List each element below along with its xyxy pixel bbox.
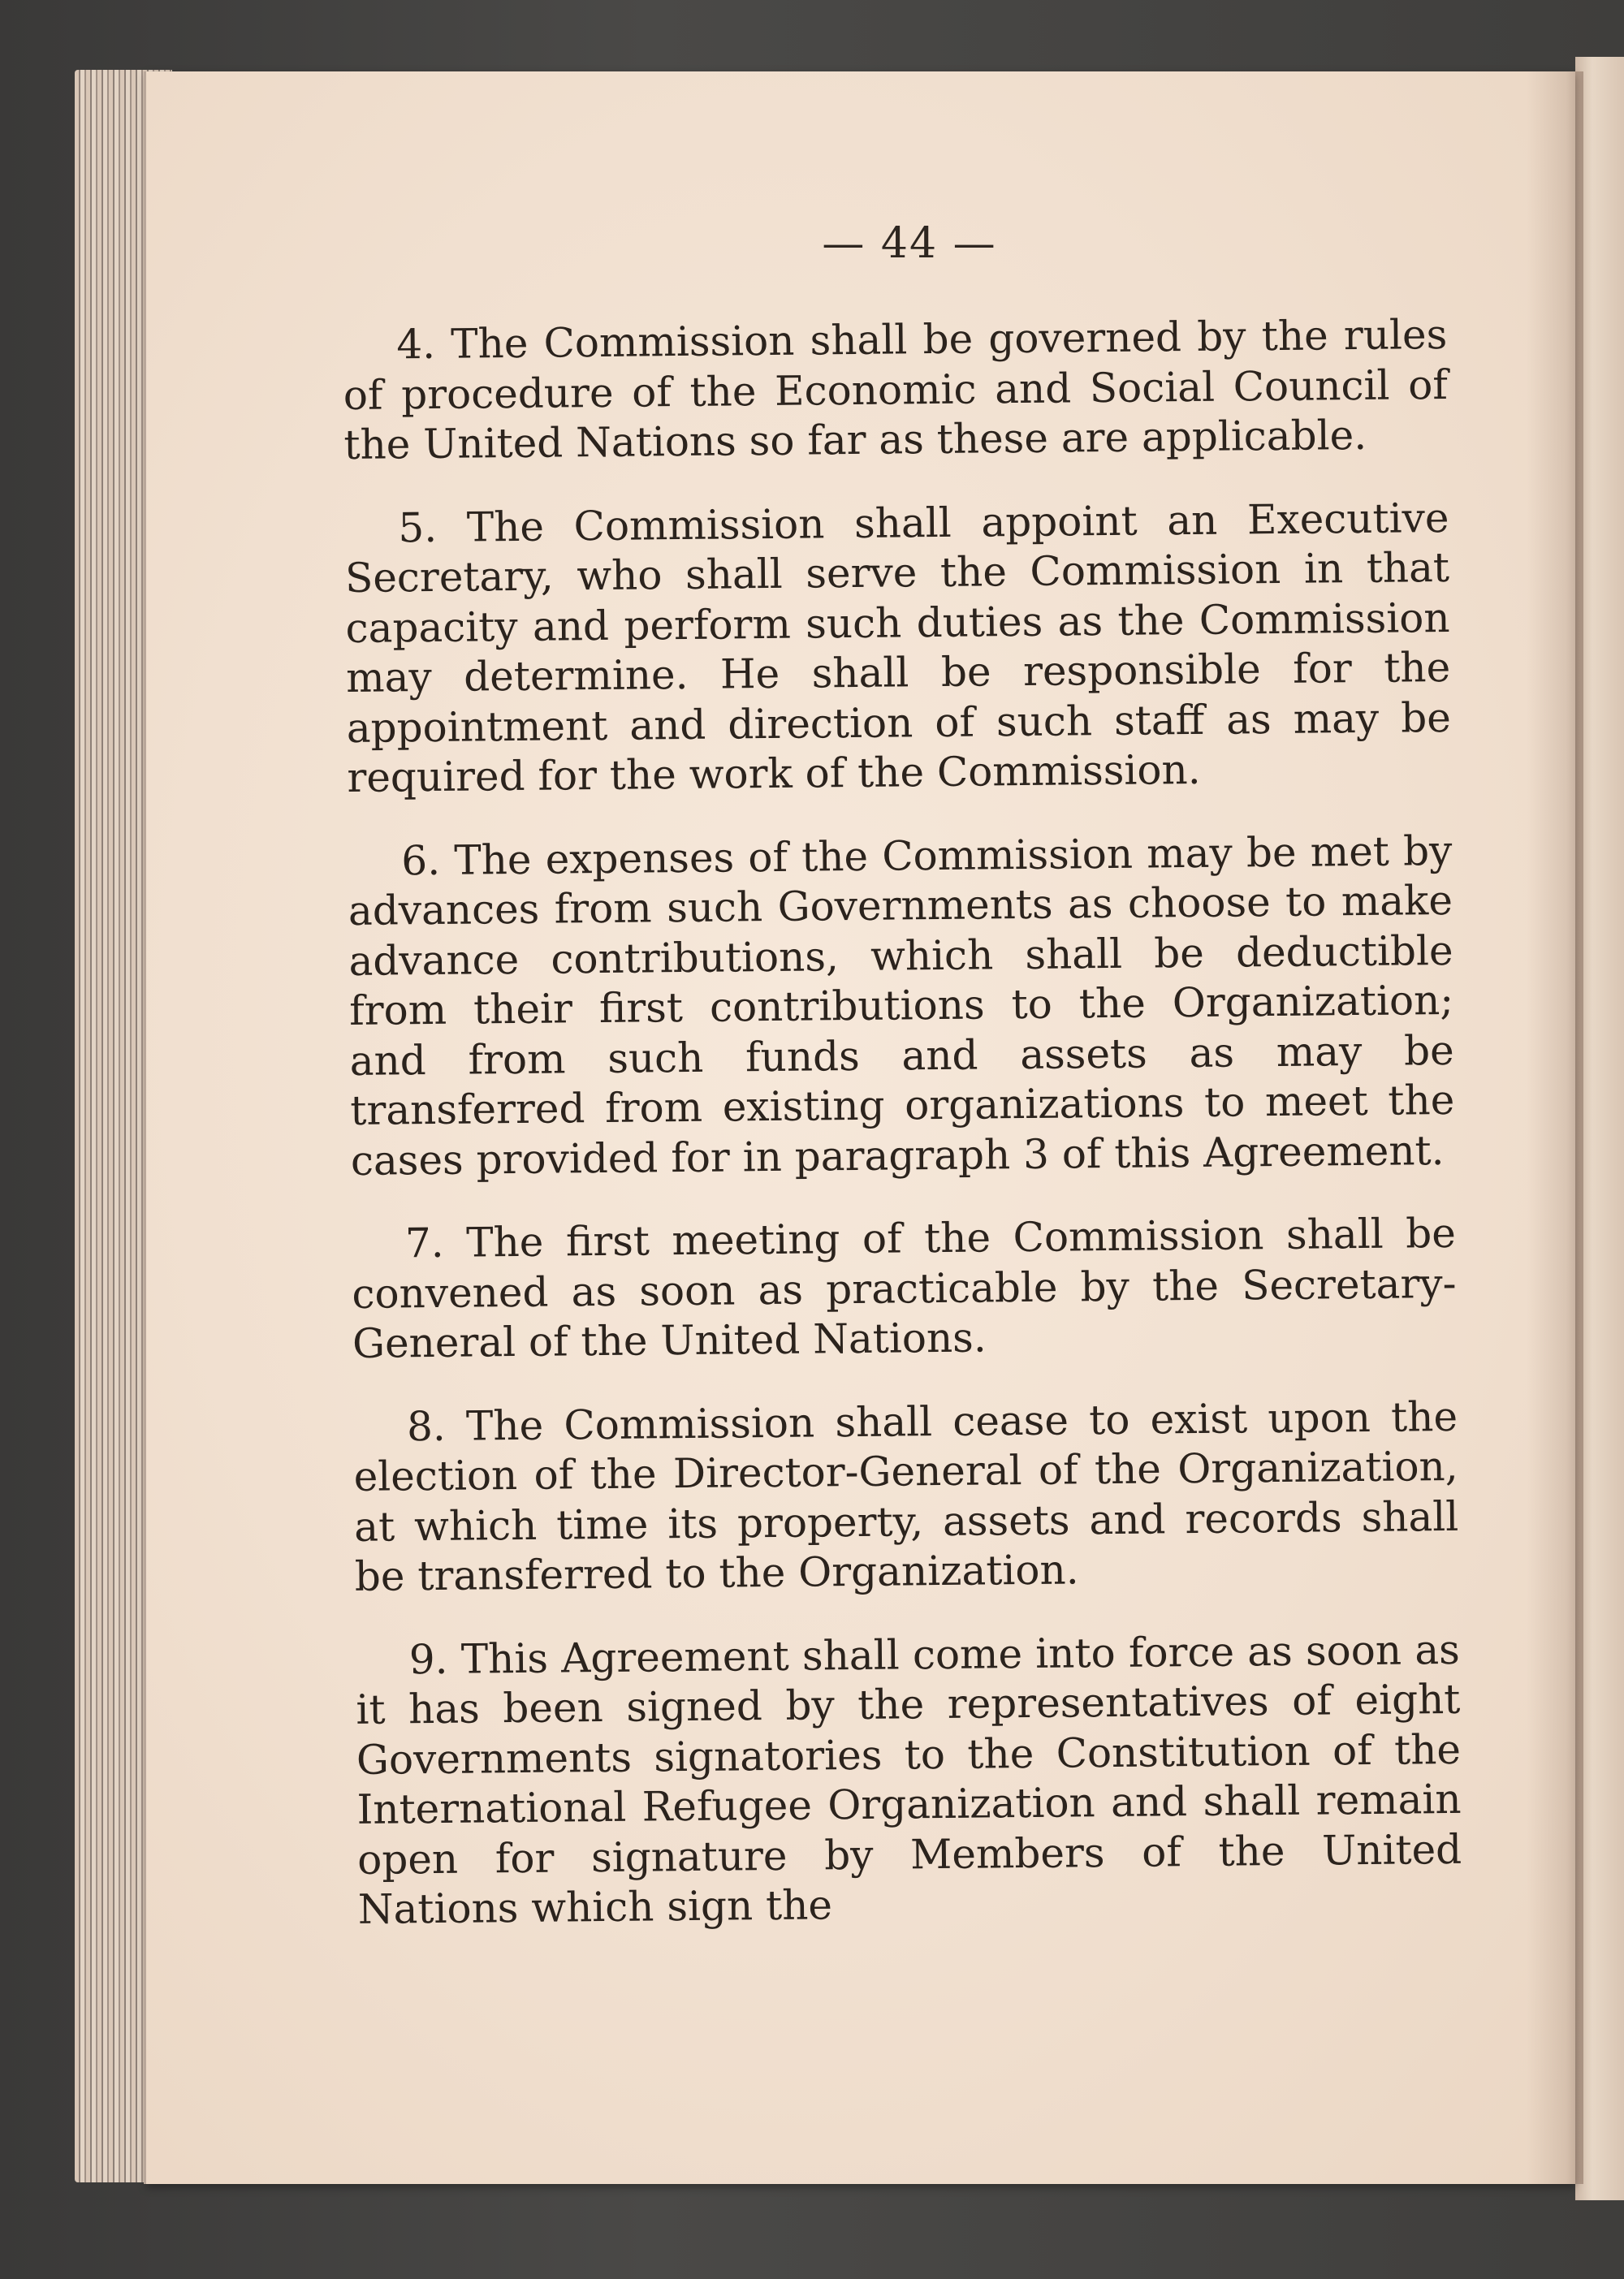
paragraph-9: 9. This Agreement shall come into force as soon as it has been signed by the representatives of eight Governments signatories to the Constitution of the International Refugee Organization and shall remain open for signature by Members of the United Nations which sign the xyxy=(356,1625,1462,1933)
paragraph-6: 6. The expenses of the Commission may be met by advances from such Governments as choose to make advance contributions, which shall be deductible from their first contributions to the Organization; and from such funds and assets as may be transferred from existing organizations to meet the cases provided for in paragraph 3 of this Agreement. xyxy=(348,827,1455,1185)
paragraph-4: 4. The Commission shall be governed by the rules of procedure of the Economic and Social Council of the United Nations so far as these are applicable. xyxy=(343,310,1449,468)
paragraph-5: 5. The Commission shall appoint an Executive Secretary, who shall serve the Commission in that capacity and perform such duties as the Commission may determine. He shall be responsible for the appointment and direction of such staff as may be required for the work of the Commission. xyxy=(344,494,1452,801)
paragraph-8: 8. The Commission shall cease to exist upon the election of the Director-General of the Organization, at which time its property, assets and records shall be transferred to the Organization. xyxy=(353,1392,1459,1600)
page-body xyxy=(343,310,1462,1968)
page-number: — 44 — xyxy=(822,219,997,268)
gutter-shadow xyxy=(1527,71,1583,2184)
paragraph-7: 7. The first meeting of the Commission shall be convened as soon as practicable by the Secretary-General of the United Nations. xyxy=(352,1209,1457,1367)
